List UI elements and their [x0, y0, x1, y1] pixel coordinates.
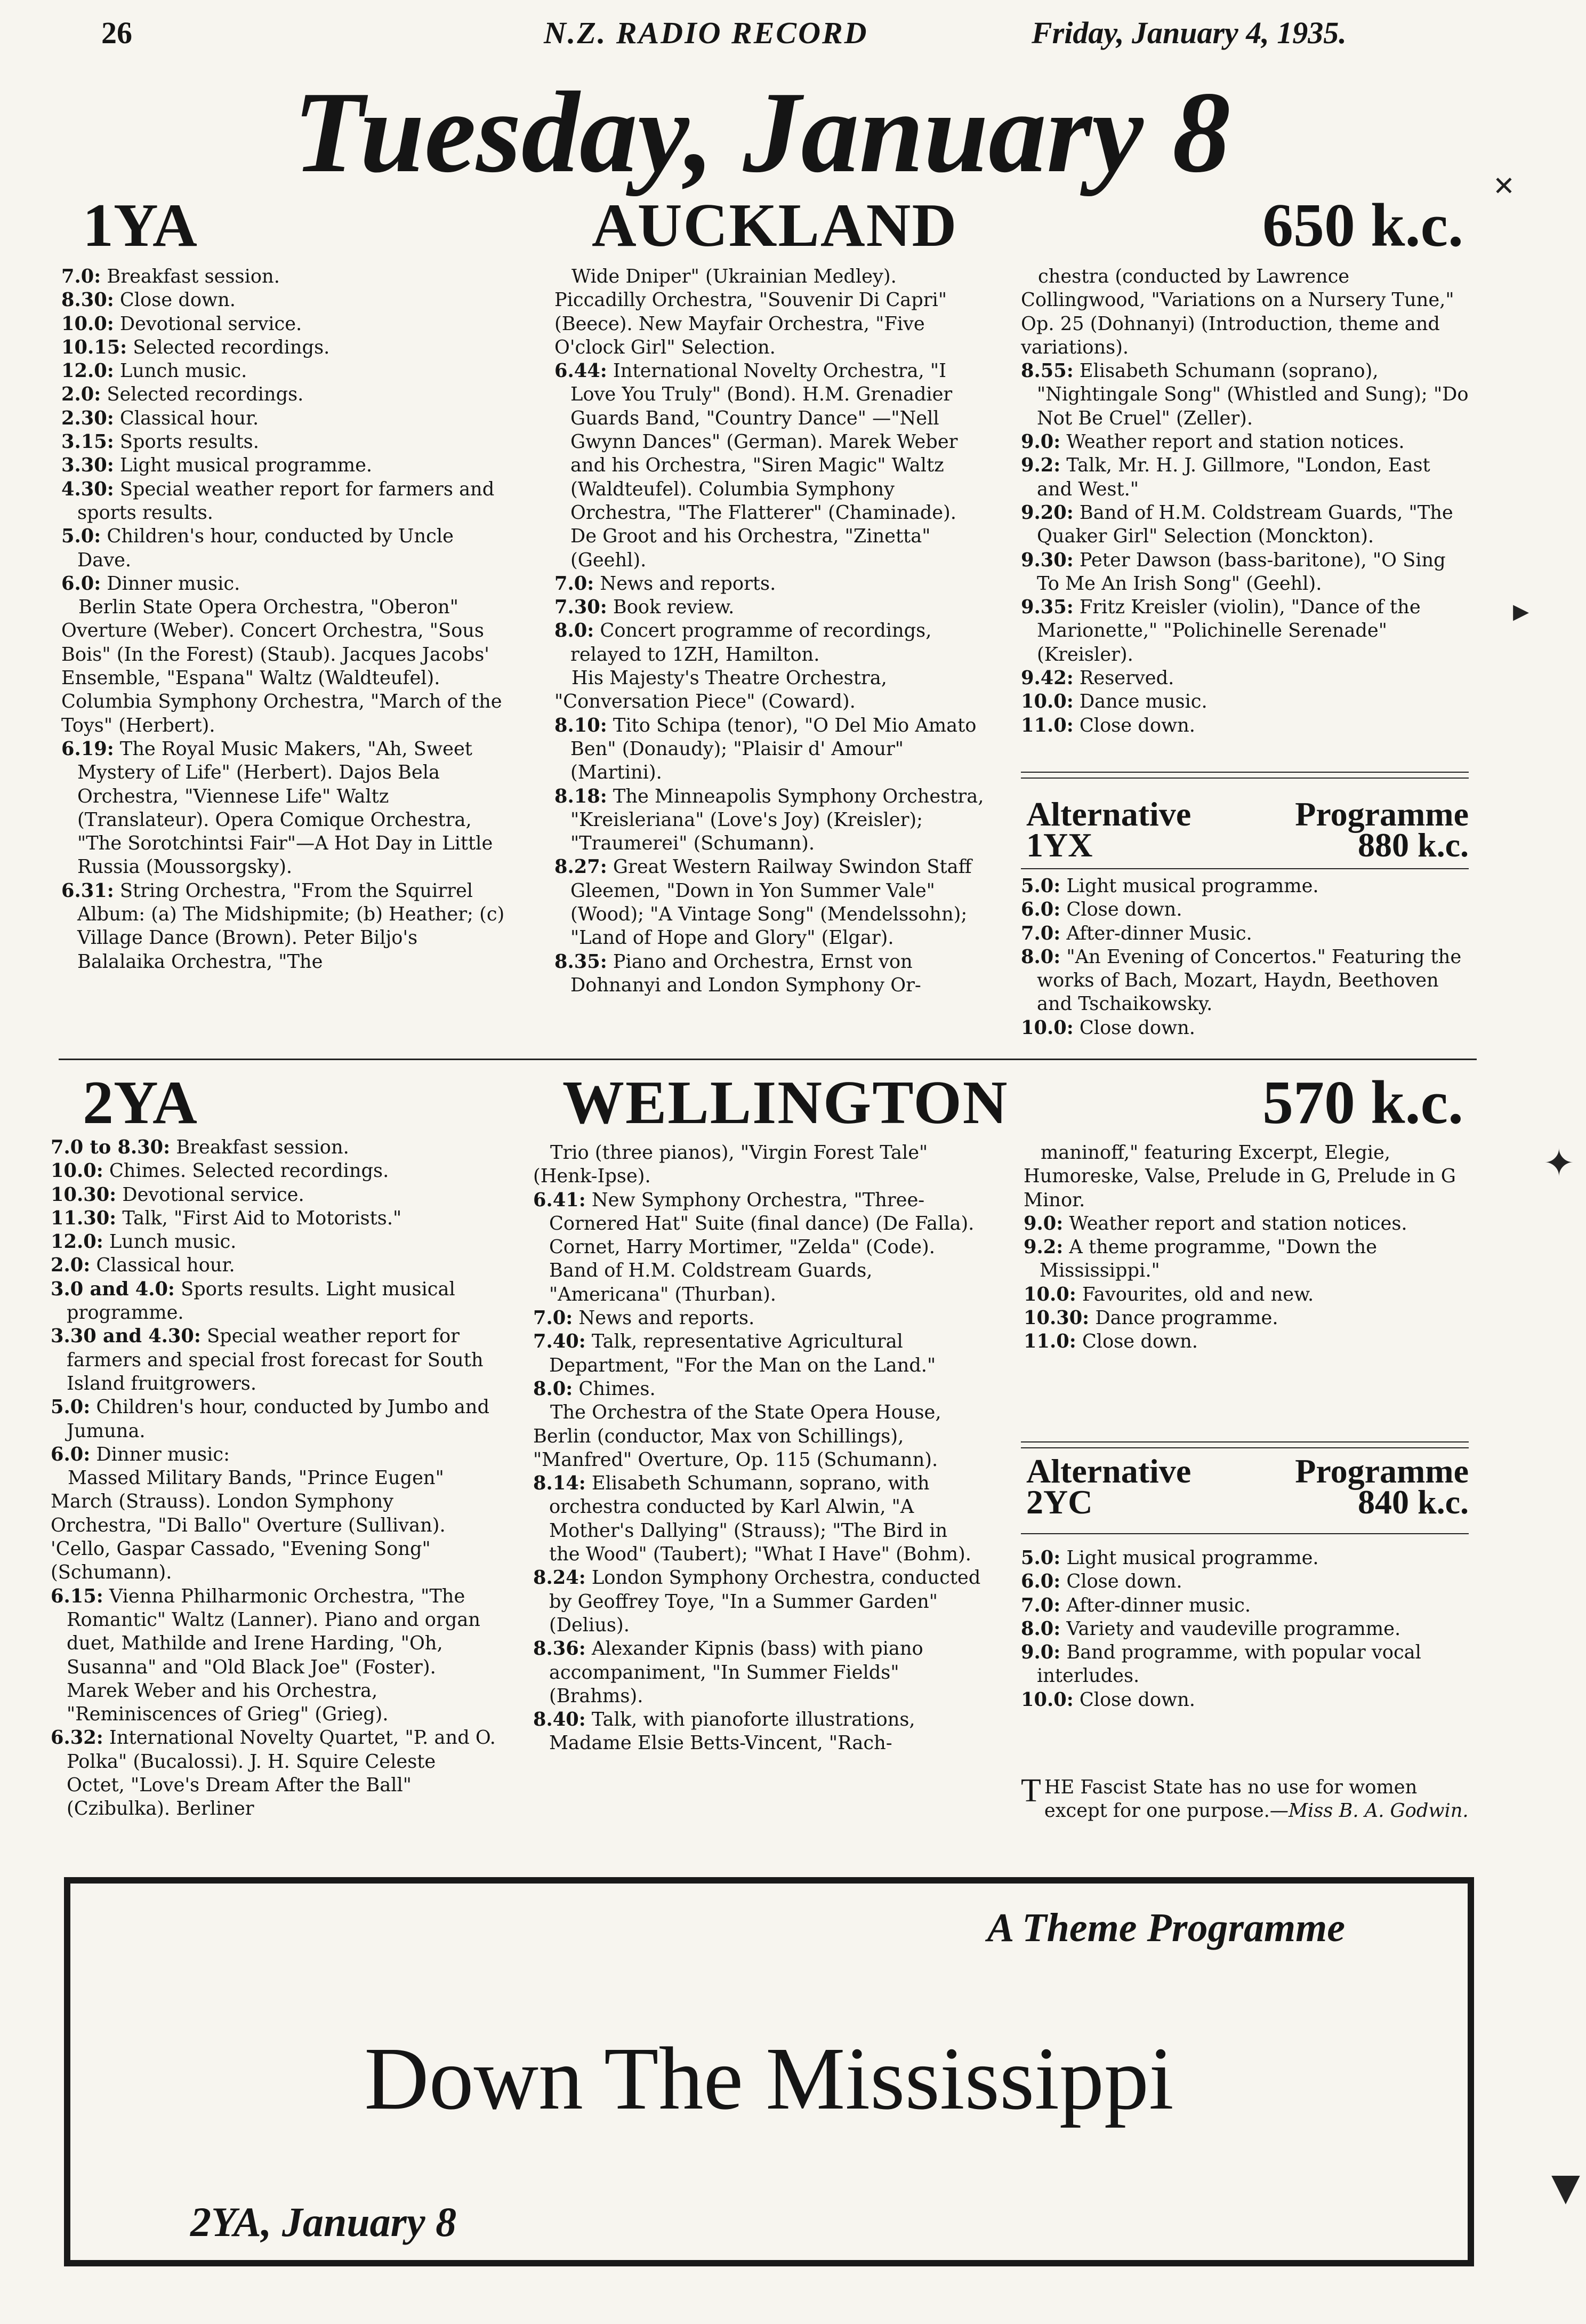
programme-time: 6.41: — [533, 1189, 586, 1211]
wellington-alternative-list — [1021, 1546, 1469, 1712]
theme-programme-advert — [64, 1877, 1474, 2266]
auckland-alternative-list — [1021, 875, 1469, 1040]
programme-entry — [533, 1141, 981, 1189]
programme-entry — [554, 785, 986, 856]
programme-time: 10.30: — [1024, 1307, 1090, 1329]
programme-time: 6.44: — [554, 360, 607, 382]
programme-text: Classical hour. — [114, 407, 259, 429]
programme-time: 9.42: — [1021, 667, 1074, 690]
programme-entry — [51, 1466, 498, 1584]
programme-text: Classical hour. — [90, 1254, 235, 1277]
programme-entry — [1021, 898, 1469, 921]
programme-entry — [51, 1443, 498, 1466]
programme-entry — [1024, 1283, 1469, 1307]
programme-time: 7.30: — [554, 596, 607, 619]
programme-entry — [1021, 454, 1469, 501]
station-frequency: 650 k.c. — [1262, 191, 1463, 260]
programme-time: 3.0 and 4.0: — [51, 1278, 175, 1300]
programme-text: Close down. — [1073, 1016, 1195, 1039]
programme-time: 2.0: — [51, 1254, 91, 1277]
programme-entry — [1021, 430, 1469, 454]
programme-text: Variety and vaudeville programme. — [1060, 1617, 1401, 1640]
programme-text: Elisabeth Schumann (soprano), "Nightingale Song" (Whistled and Sung); "Do Not Be Cruel" (Zeller). — [1037, 360, 1469, 429]
scan-mark: ✕ — [1493, 171, 1515, 202]
programme-entry — [1021, 501, 1469, 549]
programme-entry — [554, 619, 986, 667]
programme-text: International Novelty Orchestra, "I Love You Truly" (Bond). H.M. Grenadier Guards Band, "Country Dance" —"Nell Gwynn Dances" (German). Marek Weber and his Orchestra, "Siren Magic" Waltz (Waldteufel). Columbia Symphony Orchestra, "The Flatterer" (Chaminade). De Groot and his Orchestra, "Zinetta" (Geehl). — [570, 360, 958, 571]
programme-entry — [1021, 922, 1469, 945]
station-callsign: 2YA — [83, 1069, 197, 1137]
programme-entry — [61, 289, 506, 312]
programme-text: Weather report and station notices. — [1063, 1212, 1407, 1235]
programme-entry — [533, 1566, 981, 1637]
divider — [1021, 1441, 1469, 1443]
programme-entry — [554, 572, 986, 596]
programme-time: 5.0: — [1021, 1547, 1061, 1569]
programme-entry — [533, 1330, 981, 1377]
programme-entry — [51, 1207, 498, 1230]
programme-time: 9.30: — [1021, 549, 1074, 571]
programme-text: Alexander Kipnis (bass) with piano accompaniment, "In Summer Fields" (Brahms). — [549, 1638, 923, 1707]
programme-time: 8.0: — [1021, 945, 1061, 968]
programme-entry — [61, 525, 506, 572]
programme-entry — [51, 1726, 498, 1821]
programme-text: Massed Military Bands, "Prince Eugen" March (Strauss). London Symphony Orchestra, "Di Ballo" Overture (Sullivan). 'Cello, Gaspar Cassado, "Evening Song" (Schumann). — [51, 1467, 446, 1584]
station-callsign: 1YA — [83, 191, 197, 260]
programme-entry — [61, 879, 506, 974]
programme-text: After-dinner Music. — [1060, 922, 1252, 944]
programme-time: 8.18: — [554, 785, 607, 807]
programme-text: Fritz Kreisler (violin), "Dance of the Marionette," "Polichinelle Serenade" (Kreisler). — [1037, 596, 1421, 666]
programme-entry — [1021, 714, 1469, 738]
wellington-column-3 — [1024, 1141, 1469, 1354]
auckland-column-2 — [554, 265, 986, 997]
day-title: Tuesday, January 8 — [293, 68, 1231, 197]
station-frequency: 570 k.c. — [1262, 1069, 1463, 1137]
programme-entry — [61, 596, 506, 738]
programme-text: Breakfast session. — [170, 1136, 349, 1158]
programme-text: Piano and Orchestra, Ernst von Dohnanyi and London Symphony Or- — [570, 950, 921, 996]
programme-text: Chimes. Selected recordings. — [103, 1160, 389, 1182]
programme-entry — [51, 1396, 498, 1443]
programme-text: Dance programme. — [1089, 1307, 1278, 1329]
divider — [1021, 1447, 1469, 1448]
programme-time: 10.0: — [1021, 1688, 1074, 1711]
programme-time: 6.31: — [61, 879, 114, 902]
programme-entry — [533, 1189, 981, 1307]
programme-time: 6.32: — [51, 1727, 103, 1749]
programme-entry — [61, 265, 506, 289]
section-divider — [59, 1059, 1477, 1060]
programme-text: Special weather report for farmers and special frost forecast for South Island fruitgrowers. — [67, 1325, 484, 1395]
programme-time: 9.2: — [1021, 454, 1061, 477]
programme-text: The Royal Music Makers, "Ah, Sweet Mystery of Life" (Herbert). Dajos Bela Orchestra, "Viennese Life" Waltz (Translateur). Opera Comique Orchestra, "The Sorotchintsi Fair"—A Hot Day in Little Russia (Moussorgsky). — [77, 738, 493, 878]
programme-text: String Orchestra, "From the Squirrel Album: (a) The Midshipmite; (b) Heather; (c) Village Dance (Brown). Peter Biljo's Balalaika Orchestra, "The — [77, 879, 505, 973]
programme-entry — [61, 478, 506, 525]
programme-entry — [554, 950, 986, 998]
programme-text: maninoff," featuring Excerpt, Elegie, Humoreske, Valse, Prelude in G, Prelude in G Minor. — [1024, 1142, 1456, 1211]
programme-time: 9.0: — [1021, 1641, 1061, 1664]
programme-time: 5.0: — [51, 1396, 91, 1419]
programme-entry — [1021, 596, 1469, 667]
programme-text: The Orchestra of the State Opera House, Berlin (conductor, Max von Schillings), "Manfred" Overture, Op. 115 (Schumann). — [533, 1401, 941, 1471]
programme-entry — [533, 1307, 981, 1330]
programme-time: 9.0: — [1024, 1212, 1064, 1235]
programme-entry — [51, 1136, 498, 1159]
programme-text: After-dinner music. — [1060, 1594, 1251, 1616]
programme-time: 6.15: — [51, 1585, 103, 1607]
programme-text: Light musical programme. — [1060, 1547, 1319, 1569]
programme-entry — [533, 1377, 981, 1401]
programme-entry — [51, 1159, 498, 1183]
programme-entry — [1021, 1546, 1469, 1570]
programme-entry — [554, 855, 986, 950]
programme-entry — [61, 336, 506, 359]
programme-label: Programme — [1295, 795, 1469, 833]
programme-entry — [1024, 1236, 1469, 1283]
programme-time: 8.0: — [554, 620, 594, 642]
programme-entry — [533, 1472, 981, 1566]
programme-text: Concert programme of recordings, relayed to 1ZH, Hamilton. — [570, 620, 932, 666]
programme-time: 10.0: — [1024, 1283, 1076, 1305]
programme-text: Close down. — [114, 289, 236, 311]
programme-entry — [61, 454, 506, 477]
page-number: 26 — [101, 15, 132, 50]
programme-time: 7.0: — [1021, 1594, 1061, 1616]
alternative-programme-2yc-header — [1026, 1452, 1469, 1521]
programme-time: 4.30: — [61, 478, 114, 500]
programme-time: 8.10: — [554, 714, 607, 736]
programme-time: 7.0: — [1021, 922, 1061, 944]
divider — [1021, 1533, 1469, 1534]
programme-text: London Symphony Orchestra, conducted by Geoffrey Toye, "In a Summer Garden" (Delius). — [549, 1567, 981, 1636]
programme-text: New Symphony Orchestra, "Three-Cornered Hat" Suite (final dance) (De Falla). Cornet, Harry Mortimer, "Zelda" (Code). Band of H.M. Coldstream Guards, "Americana" (Thurban). — [549, 1189, 975, 1305]
programme-label: Programme — [1295, 1452, 1469, 1490]
programme-text: chestra (conducted by Lawrence Collingwood, "Variations on a Nursery Tune," Op. 25 (Dohnanyi) (Introduction, theme and variations). — [1021, 266, 1454, 358]
programme-text: Sports results. Light musical programme. — [67, 1278, 455, 1324]
programme-text: Talk, representative Agricultural Department, "For the Man on the Land." — [549, 1331, 936, 1376]
programme-entry — [554, 714, 986, 785]
programme-time: 5.0: — [1021, 875, 1061, 897]
programme-entry — [1021, 549, 1469, 596]
programme-time: 9.0: — [1021, 431, 1061, 453]
programme-text: Band of H.M. Coldstream Guards, "The Quaker Girl" Selection (Monckton). — [1037, 501, 1453, 548]
programme-entry — [1021, 945, 1469, 1016]
wellington-column-1 — [51, 1136, 498, 1821]
programme-text: Trio (three pianos), "Virgin Forest Tale" (Henk-Ipse). — [533, 1142, 928, 1188]
programme-time: 11.0: — [1024, 1331, 1076, 1353]
quote-text: HE Fascist State has no use for women except for one purpose. — [1044, 1776, 1418, 1822]
station-city: AUCKLAND — [592, 191, 958, 260]
programme-entry — [51, 1585, 498, 1727]
programme-entry — [61, 430, 506, 454]
programme-text: Close down. — [1073, 1688, 1195, 1711]
programme-entry — [533, 1708, 981, 1756]
programme-text: Devotional service. — [116, 1183, 304, 1206]
programme-time: 6.0: — [61, 572, 101, 595]
programme-text: Great Western Railway Swindon Staff Gleemen, "Down in Yon Summer Vale" (Wood); "A Vintage Song" (Mendelssohn); "Land of Hope and Glory" (Elgar). — [570, 856, 972, 949]
advert-title: Down The Mississippi — [364, 2029, 1174, 2128]
programme-time: 10.0: — [61, 312, 114, 335]
programme-text: Chimes. — [573, 1377, 656, 1400]
programme-text: Weather report and station notices. — [1060, 431, 1405, 453]
programme-time: 2.30: — [61, 407, 114, 429]
programme-time: 10.0: — [1021, 1016, 1074, 1039]
programme-text: Selected recordings. — [101, 383, 304, 406]
programme-entry — [51, 1325, 498, 1396]
programme-entry — [51, 1230, 498, 1254]
programme-entry — [1021, 1641, 1469, 1688]
programme-time: 10.0: — [51, 1160, 103, 1182]
publication-title: N.Z. RADIO RECORD — [544, 15, 868, 50]
programme-text: Dinner music: — [90, 1443, 230, 1465]
programme-text: Close down. — [1060, 899, 1182, 921]
programme-time: 6.0: — [1021, 1570, 1061, 1593]
programme-text: Favourites, old and new. — [1076, 1283, 1314, 1305]
divider — [1021, 778, 1469, 779]
programme-time: 3.30: — [61, 454, 114, 477]
programme-time: 7.0 to 8.30: — [51, 1136, 171, 1158]
programme-time: 8.40: — [533, 1709, 586, 1731]
divider — [1021, 772, 1469, 773]
programme-time: 3.30 and 4.30: — [51, 1325, 201, 1348]
programme-entry — [1021, 1688, 1469, 1712]
programme-time: 7.0: — [61, 266, 101, 287]
programme-text: Close down. — [1060, 1570, 1182, 1593]
programme-time: 9.2: — [1024, 1236, 1064, 1259]
programme-entry — [554, 667, 986, 714]
programme-text: Children's hour, conducted by Jumbo and Jumuna. — [67, 1396, 489, 1442]
programme-time: 6.19: — [61, 738, 114, 760]
programme-time: 8.24: — [533, 1567, 586, 1589]
programme-time: 11.0: — [1021, 714, 1074, 736]
programme-time: 8.55: — [1021, 360, 1074, 382]
wellington-column-2 — [533, 1141, 981, 1756]
auckland-column-1 — [61, 265, 506, 974]
programme-entry — [1021, 667, 1469, 690]
programme-text: Tito Schipa (tenor), "O Del Mio Amato Ben" (Donaudy); "Plaisir d' Amour" (Martini). — [570, 714, 977, 784]
programme-entry — [61, 407, 506, 430]
programme-time: 10.30: — [51, 1183, 117, 1206]
programme-entry — [61, 312, 506, 336]
programme-time: 7.0: — [533, 1307, 573, 1329]
programme-time: 8.14: — [533, 1472, 586, 1495]
programme-text: Children's hour, conducted by Uncle Dave. — [77, 525, 454, 571]
scan-mark: ✦ — [1543, 1141, 1575, 1185]
advert-tagline: A Theme Programme — [987, 1905, 1345, 1950]
programme-text: Lunch music. — [114, 360, 247, 382]
programme-entry — [51, 1278, 498, 1325]
programme-time: 3.15: — [61, 431, 114, 453]
programme-text: Talk, Mr. H. J. Gillmore, "London, East and West." — [1037, 454, 1430, 500]
programme-time: 6.0: — [1021, 899, 1061, 921]
programme-text: Devotional service. — [114, 312, 302, 335]
programme-time: 8.36: — [533, 1638, 586, 1660]
programme-text: Peter Dawson (bass-baritone), "O Sing To Me An Irish Song" (Geehl). — [1037, 549, 1446, 595]
programme-time: 7.40: — [533, 1331, 586, 1353]
fascist-state-quote — [1021, 1773, 1469, 1823]
programme-entry — [51, 1183, 498, 1207]
programme-time: 12.0: — [51, 1231, 103, 1253]
programme-entry — [1021, 1594, 1469, 1617]
programme-text: Close down. — [1073, 714, 1195, 736]
programme-text: Light musical programme. — [1060, 875, 1319, 897]
programme-entry — [533, 1637, 981, 1708]
programme-time: 9.35: — [1021, 596, 1074, 619]
programme-time: 8.30: — [61, 289, 114, 311]
alternative-label: Alternative — [1026, 1452, 1191, 1490]
programme-entry — [1021, 690, 1469, 714]
programme-entry — [1021, 265, 1469, 359]
programme-entry — [554, 596, 986, 619]
auckland-column-3 — [1021, 265, 1469, 738]
programme-text: International Novelty Quartet, "P. and O. Polka" (Bucalossi). J. H. Squire Celeste Octet, "Love's Dream After the Ball" (Czibulka). Berliner — [67, 1727, 496, 1820]
programme-time: 8.0: — [1021, 1617, 1061, 1640]
programme-text: Dinner music. — [101, 572, 240, 595]
programme-entry — [61, 572, 506, 596]
programme-time: 10.15: — [61, 336, 127, 358]
programme-text: Wide Dniper" (Ukrainian Medley). Piccadilly Orchestra, "Souvenir Di Capri" (Beece). New Mayfair Orchestra, "Five O'clock Girl" Selection. — [554, 266, 947, 358]
quote-attribution: —Miss B. A. Godwin. — [1269, 1800, 1469, 1822]
alternative-station: 2YC — [1026, 1483, 1093, 1521]
programme-time: 12.0: — [61, 360, 114, 382]
programme-text: The Minneapolis Symphony Orchestra, "Kreisleriana" (Love's Joy) (Kreisler); "Traumerei" (Schumann). — [570, 785, 984, 855]
programme-time: 6.0: — [51, 1443, 91, 1465]
scan-mark: ▸ — [1513, 592, 1529, 629]
programme-text: Close down. — [1076, 1331, 1198, 1353]
auckland-section-header — [83, 191, 1463, 275]
programme-time: 8.0: — [533, 1377, 573, 1400]
programme-text: Lunch music. — [103, 1231, 237, 1253]
programme-entry — [533, 1401, 981, 1472]
programme-entry — [51, 1254, 498, 1277]
programme-text: "An Evening of Concertos." Featuring the works of Bach, Mozart, Haydn, Beethoven and Tschaikowsky. — [1037, 945, 1462, 1015]
programme-text: Dance music. — [1073, 691, 1207, 713]
programme-entry — [1021, 359, 1469, 430]
programme-text: Elisabeth Schumann, soprano, with orchestra conducted by Karl Alwin, "A Mother's Dallying" (Strauss); "The Bird in the Wood" (Taubert); "What I Have" (Bohm). — [549, 1472, 971, 1566]
programme-entry — [1024, 1141, 1469, 1212]
programme-entry — [1024, 1307, 1469, 1330]
programme-text: Light musical programme. — [114, 454, 373, 477]
programme-time: 11.30: — [51, 1207, 117, 1229]
programme-text: News and reports. — [594, 572, 776, 595]
programme-time: 2.0: — [61, 383, 101, 406]
divider — [1021, 868, 1469, 869]
programme-time: 9.20: — [1021, 501, 1074, 524]
programme-text: Sports results. — [114, 431, 259, 453]
programme-text: Talk, "First Aid to Motorists." — [116, 1207, 402, 1229]
alternative-label: Alternative — [1026, 795, 1191, 833]
programme-text: Special weather report for farmers and sports results. — [77, 478, 495, 524]
programme-text: Berlin State Opera Orchestra, "Oberon" Overture (Weber). Concert Orchestra, "Sous Bois" (In the Forest) (Staub). Jacques Jacobs' Ensemble, "Espana" Waltz (Waldteufel). Columbia Symphony Orchestra, "March of the Toys" (Herbert). — [61, 596, 502, 736]
programme-text: Reserved. — [1073, 667, 1174, 690]
programme-text: Book review. — [607, 596, 735, 619]
programme-text: His Majesty's Theatre Orchestra, "Conversation Piece" (Coward). — [554, 667, 887, 713]
station-city: WELLINGTON — [562, 1069, 1009, 1137]
programme-entry — [1021, 1617, 1469, 1641]
advert-station-date: 2YA, January 8 — [190, 2199, 457, 2245]
alternative-frequency: 840 k.c. — [1358, 1483, 1469, 1521]
programme-entry — [61, 383, 506, 406]
alternative-programme-1yx-header — [1026, 795, 1469, 864]
programme-text: Selected recordings. — [127, 336, 330, 358]
programme-entry — [554, 265, 986, 359]
programme-text: Band programme, with popular vocal interludes. — [1037, 1641, 1421, 1687]
programme-text: Breakfast session. — [101, 266, 280, 287]
programme-text: Talk, with pianoforte illustrations, Madame Elsie Betts-Vincent, "Rach- — [549, 1709, 915, 1754]
programme-time: 8.27: — [554, 856, 607, 878]
programme-text: A theme programme, "Down the Mississippi." — [1040, 1236, 1377, 1282]
programme-time: 10.0: — [1021, 691, 1074, 713]
programme-time: 7.0: — [554, 572, 594, 595]
quote-dropcap: T — [1021, 1773, 1041, 1809]
programme-time: 5.0: — [61, 525, 101, 548]
programme-entry — [61, 738, 506, 879]
programme-entry — [1021, 1570, 1469, 1593]
programme-time: 8.35: — [554, 950, 607, 973]
programme-entry — [1024, 1330, 1469, 1353]
alternative-station: 1YX — [1026, 826, 1093, 864]
programme-text: Vienna Philharmonic Orchestra, "The Romantic" Waltz (Lanner). Piano and organ duet, Mathilde and Irene Harding, "Oh, Susanna" and "Old Black Joe" (Foster). Marek Weber and his Orchestra, "Reminiscences of Grieg" (Grieg). — [67, 1585, 480, 1726]
programme-text: News and reports. — [573, 1307, 755, 1329]
programme-entry — [61, 359, 506, 383]
scan-mark: ▼ — [1551, 2165, 1580, 2209]
issue-date: Friday, January 4, 1935. — [1032, 15, 1347, 50]
programme-entry — [1021, 1016, 1469, 1040]
programme-entry — [1021, 875, 1469, 898]
programme-entry — [1024, 1212, 1469, 1236]
programme-entry — [554, 359, 986, 572]
alternative-frequency: 880 k.c. — [1358, 826, 1469, 864]
